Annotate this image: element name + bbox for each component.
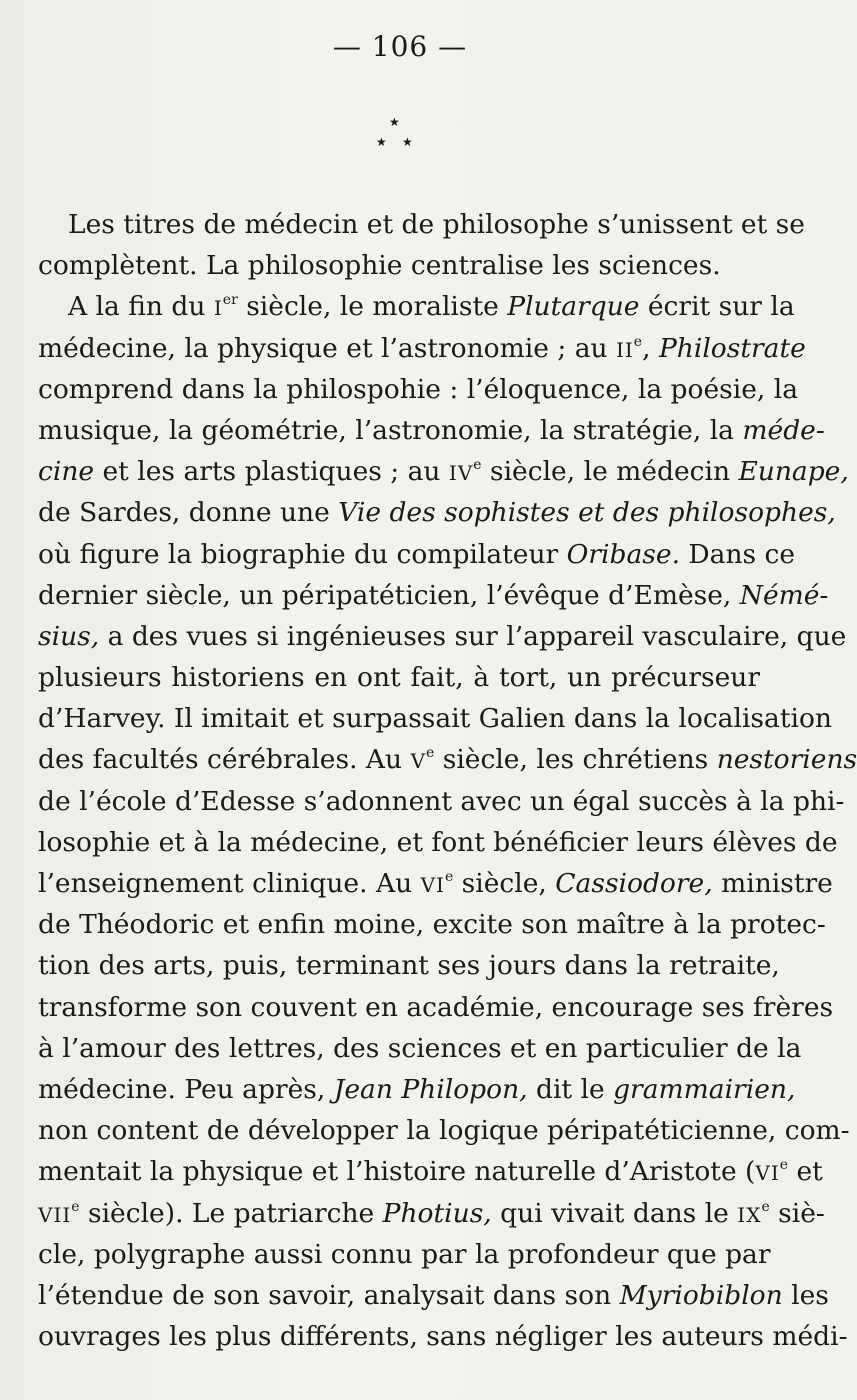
roman-numeral: V bbox=[410, 749, 427, 774]
text-line bbox=[38, 1234, 771, 1275]
text-segment: plusieurs historiens en ont fait, à tort, un précurseur bbox=[38, 662, 760, 694]
text-segment: ministre bbox=[712, 868, 833, 899]
text-segment: qui vivait dans le bbox=[491, 1197, 738, 1229]
text-line bbox=[38, 286, 795, 327]
text-line bbox=[38, 698, 832, 739]
italic-text: cine bbox=[38, 456, 95, 488]
text-line bbox=[38, 1193, 825, 1234]
text-segment: de l’école d’Edesse s’adonnent avec un égal succès à la phi- bbox=[38, 785, 845, 817]
text-segment: A la fin du bbox=[68, 291, 214, 323]
text-segment: siècle, les chrétiens bbox=[434, 744, 717, 776]
italic-text: grammairien, bbox=[613, 1073, 796, 1105]
text-segment: tion des arts, puis, terminant ses jours dans la retraite, bbox=[38, 950, 780, 982]
text-line bbox=[38, 1151, 823, 1192]
roman-numeral: VI bbox=[420, 873, 445, 897]
italic-text: Jean Philopon, bbox=[333, 1073, 528, 1105]
text-segment: de Théodoric et enfin moine, excite son maître à la protec- bbox=[38, 909, 826, 941]
text-line bbox=[38, 781, 845, 822]
roman-numeral: I bbox=[213, 296, 223, 321]
italic-text: Photius, bbox=[382, 1197, 492, 1229]
text-segment: siècle, le moraliste bbox=[237, 291, 508, 323]
italic-text: Vie des sophistes et des philosophes, bbox=[338, 497, 836, 529]
text-line bbox=[38, 575, 829, 616]
italic-text: méde- bbox=[742, 414, 825, 446]
text-segment: non content de développer la logique péripatéticienne, com- bbox=[38, 1115, 850, 1147]
text-line bbox=[38, 245, 760, 286]
text-line bbox=[38, 492, 836, 533]
text-segment: transforme son couvent en académie, encourage ses frères bbox=[38, 991, 834, 1023]
text-line bbox=[38, 987, 834, 1028]
superscript: e bbox=[71, 1198, 80, 1215]
text-line bbox=[38, 904, 826, 945]
roman-numeral: II bbox=[615, 337, 634, 362]
text-segment: Les titres de médecin et de philosophe s’unissent et se bbox=[68, 209, 805, 240]
text-segment: dernier siècle, un péripatéticien, l’évêque d’Emèse, bbox=[38, 579, 740, 611]
text-segment: et bbox=[788, 1156, 823, 1188]
text-segment: où figure la biographie du compilateur bbox=[38, 538, 567, 570]
text-segment: écrit sur la bbox=[639, 291, 795, 323]
superscript: e bbox=[779, 1157, 789, 1174]
italic-text: Némé- bbox=[739, 579, 829, 611]
roman-numeral: IX bbox=[737, 1202, 762, 1227]
text-line bbox=[38, 204, 805, 245]
superscript: e bbox=[444, 869, 454, 885]
asterism-ornament: ★ ★ ★ bbox=[376, 115, 413, 149]
text-line bbox=[38, 863, 833, 904]
text-segment: siècle). Le patriarche bbox=[79, 1197, 383, 1229]
text-segment: comprend dans la philospohie : l’éloquence, la poésie, la bbox=[38, 373, 799, 405]
text-line bbox=[38, 534, 796, 575]
text-segment: , bbox=[642, 332, 659, 364]
text-line bbox=[38, 1316, 848, 1357]
body-text bbox=[38, 204, 857, 1357]
text-line bbox=[38, 822, 838, 863]
italic-text: Eunape, bbox=[738, 456, 849, 488]
text-segment: l’étendue de son savoir, analysait dans son bbox=[38, 1279, 620, 1311]
text-segment: à l’amour des lettres, des sciences et en particulier de la bbox=[38, 1032, 802, 1064]
superscript: er bbox=[222, 292, 238, 309]
text-segment: musique, la géométrie, l’astronomie, la stratégie, la bbox=[38, 414, 743, 446]
text-line bbox=[38, 739, 857, 780]
text-segment: mentait la physique et l’histoire naturelle d’Aristote ( bbox=[38, 1156, 756, 1188]
italic-text: Philostrate bbox=[658, 332, 806, 364]
text-segment: d’Harvey. Il imitait et surpassait Galien dans la localisation bbox=[38, 703, 832, 735]
superscript: e bbox=[761, 1198, 770, 1215]
text-line bbox=[38, 410, 825, 451]
italic-text: Plutarque bbox=[507, 291, 640, 323]
text-segment: siè- bbox=[769, 1197, 825, 1229]
text-segment: dit le bbox=[527, 1073, 614, 1105]
roman-numeral: IV bbox=[448, 461, 474, 486]
text-segment: cle, polygraphe aussi connu par la profondeur que par bbox=[38, 1238, 771, 1270]
text-segment: complètent. La philosophie centralise les sciences. bbox=[38, 250, 721, 282]
text-line bbox=[38, 657, 760, 698]
text-line bbox=[38, 1275, 829, 1316]
superscript: e bbox=[473, 457, 482, 474]
text-segment: les bbox=[782, 1279, 829, 1311]
text-segment: des facultés cérébrales. Au bbox=[38, 744, 411, 776]
superscript: e bbox=[426, 745, 435, 762]
text-line bbox=[38, 1069, 796, 1110]
text-segment: médecine. Peu après, bbox=[38, 1073, 334, 1105]
text-segment: ouvrages les plus différents, sans négliger les auteurs médi- bbox=[38, 1321, 848, 1353]
superscript: e bbox=[633, 333, 643, 350]
italic-text: Myriobiblon bbox=[619, 1279, 783, 1311]
text-segment: Dans ce bbox=[680, 538, 796, 570]
page-number: — 106 — bbox=[332, 30, 468, 63]
italic-text: nestoriens bbox=[716, 744, 857, 776]
text-line bbox=[38, 1028, 802, 1069]
italic-text: sius, bbox=[38, 620, 100, 652]
italic-text: Cassiodore, bbox=[555, 868, 713, 899]
text-segment: et les arts plastiques ; au bbox=[94, 456, 449, 488]
text-line bbox=[38, 328, 806, 369]
roman-numeral: VII bbox=[38, 1202, 72, 1227]
text-line bbox=[38, 1110, 850, 1151]
text-segment: l’enseignement clinique. Au bbox=[38, 868, 421, 899]
text-segment: losophie et à la médecine, et font bénéficier leurs élèves de bbox=[38, 826, 838, 858]
text-line bbox=[38, 369, 799, 410]
text-line bbox=[38, 945, 780, 986]
italic-text: Oribase. bbox=[566, 538, 680, 570]
text-segment: siècle, le médecin bbox=[481, 456, 739, 488]
text-segment: a des vues si ingénieuses sur l’appareil vasculaire, que bbox=[99, 620, 847, 652]
text-segment: médecine, la physique et l’astronomie ; au bbox=[38, 332, 616, 364]
text-segment: siècle, bbox=[453, 868, 556, 899]
text-segment: de Sardes, donne une bbox=[38, 497, 339, 529]
text-line bbox=[38, 451, 849, 492]
roman-numeral: VI bbox=[755, 1161, 780, 1186]
text-line bbox=[38, 616, 847, 657]
